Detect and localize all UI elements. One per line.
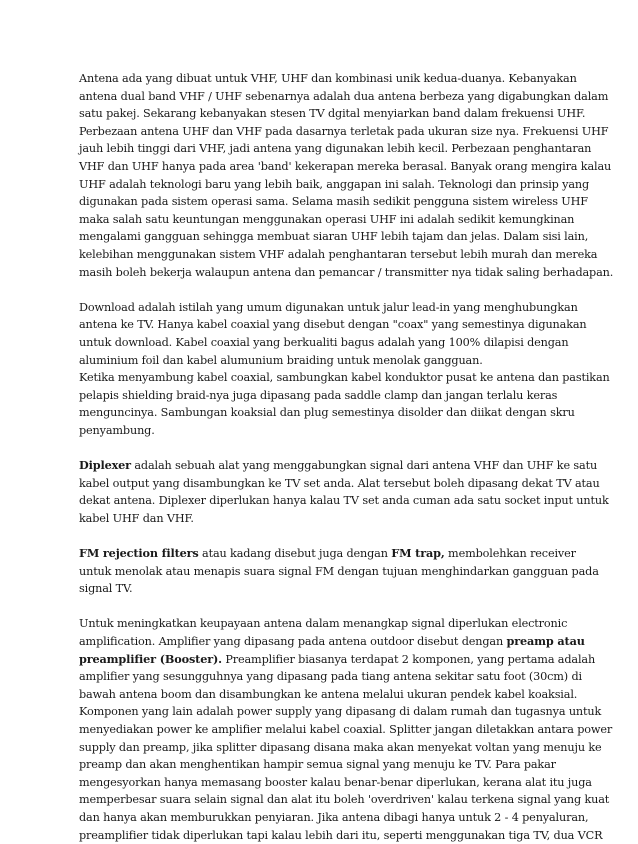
text-segment: signal TV. [79, 582, 133, 596]
text-line [79, 827, 603, 844]
text-segment: memperbesar suara selain signal dan alat itu boleh 'overdriven' kalau terkena signal yang kuat [79, 793, 610, 807]
bold-term: Diplexer [79, 458, 131, 473]
text-segment: preamp dan akan menghentikan hampir semua signal yang menuju ke TV. Para pakar [79, 758, 556, 772]
text-segment: menguncinya. Sambungan koaksial dan plug semestinya disolder dan diikat dengan skru [79, 406, 575, 420]
text-line [79, 580, 578, 598]
text-line [79, 422, 578, 440]
paragraph [79, 615, 613, 844]
bold-term: FM trap, [391, 546, 445, 561]
text-line [79, 475, 600, 493]
text-segment: jauh lebih tinggi dari VHF, jadi antena yang digunakan lebih kecil. Perbezaan penghantaran [79, 142, 592, 156]
text-segment: dan hanya akan memburukkan penyiaran. Jika antena dibagi hanya untuk 2 - 4 penyaluran, [79, 810, 589, 824]
text-segment: amplifier yang sesungguhnya yang dipasang pada tiang antena sekitar satu foot (30cm) di [79, 670, 582, 684]
text-line [79, 352, 578, 370]
text-line [79, 615, 578, 633]
text-segment: Perbezaan antena UHF dan VHF pada dasarnya terletak pada ukuran size nya. Frekuensi UHF [79, 124, 609, 138]
text-line [79, 809, 589, 827]
text-line [79, 703, 602, 721]
text-segment: dekat antena. Diplexer diperlukan hanya kalau TV set anda cuman ada satu socket input untuk [79, 494, 609, 508]
text-segment: digunakan pada sistem operasi sama. Selama masih sedikit pengguna sistem wireless UHF [79, 195, 588, 209]
text-line [79, 387, 578, 405]
text-segment: Download adalah istilah yang umum digunakan untuk jalur lead-in yang menghubungkan [79, 300, 578, 314]
text-segment: preamplifier tidak diperlukan tapi kalau lebih dari itu, seperti menggunakan tiga TV, dua VCR [79, 828, 603, 842]
text-segment: Antena ada yang dibuat untuk VHF, UHF dan kombinasi unik kedua-duanya. Kebanyakan [79, 72, 577, 85]
bold-term: FM rejection filters [79, 546, 199, 561]
text-segment: kabel UHF dan VHF. [79, 511, 194, 525]
text-segment: pelapis shielding braid-nya juga dipasang pada saddle clamp dan jangan terlalu keras [79, 388, 558, 402]
paragraph [79, 457, 609, 527]
text-segment: Ketika menyambung kabel coaxial, sambungkan kabel konduktor pusat ke antena dan pastikan [79, 371, 610, 385]
text-line [79, 88, 609, 106]
text-segment: supply dan preamp, jika splitter dipasang disana maka akan menyekat voltan yang menuju ke [79, 740, 602, 754]
text-line [79, 404, 578, 422]
text-line [79, 721, 613, 739]
text-segment: menyediakan power ke amplifier melalui kabel coaxial. Splitter jangan diletakkan antara power [79, 722, 613, 736]
text-segment: Untuk meningkatkan keupayaan antena dalam menangkap signal diperlukan electronic [79, 617, 568, 631]
text-line [79, 457, 598, 475]
text-line [79, 158, 612, 176]
text-segment: untuk menolak atau menapis suara signal FM dengan tujuan menghindarkan gangguan pada [79, 564, 599, 578]
paragraph [79, 299, 610, 440]
text-segment: bawah antena boom dan disambungkan ke antena melalui ukuran pendek kabel koaksial. [79, 687, 578, 701]
text-segment: amplification. Amplifier yang dipasang pada antena outdoor disebut dengan [79, 635, 507, 648]
text-line [79, 791, 610, 809]
text-line [79, 756, 578, 774]
paragraph [79, 70, 614, 281]
text-segment: untuk download. Kabel coaxial yang berkualiti bagus adalah yang 100% dilapisi dengan [79, 335, 569, 349]
bold-term: preamp atau [506, 634, 585, 648]
text-line [79, 563, 599, 581]
text-segment: maka salah satu keuntungan menggunakan operasi UHF ini adalah sedikit kemungkinan [79, 212, 575, 226]
text-segment: VHF dan UHF hanya pada area 'band' kekerapan mereka berasal. Banyak orang mengira kalau [79, 159, 612, 173]
text-line [79, 739, 602, 757]
text-line [79, 264, 614, 282]
text-segment: penyambung. [79, 423, 155, 437]
paragraph [79, 545, 599, 598]
text-segment: antena ke TV. Hanya kabel coaxial yang disebut dengan "coax" yang semestinya digunakan [79, 318, 587, 332]
text-line [79, 228, 589, 246]
text-line [79, 193, 588, 211]
text-line [79, 140, 592, 158]
text-segment: antena dual band VHF / UHF sebenarnya adalah dua antena berbeza yang digabungkan dalam [79, 89, 609, 103]
text-line [79, 334, 578, 352]
text-line [79, 492, 609, 510]
text-segment: kabel output yang disambungkan ke TV set anda. Alat tersebut boleh dipasang dekat TV atau [79, 476, 600, 490]
text-segment: Komponen yang lain adalah power supply yang dipasang di dalam rumah dan tugasnya untuk [79, 705, 602, 719]
text-line [79, 686, 578, 704]
text-line [79, 176, 590, 194]
text-line [79, 316, 587, 334]
text-line [79, 668, 582, 686]
text-segment: adalah sebuah alat yang menggabungkan signal dari antena VHF dan UHF ke satu [130, 459, 598, 473]
text-line [79, 70, 578, 88]
text-line [79, 246, 598, 264]
text-segment: kelebihan menggunakan sistem VHF adalah penghantaran tersebut lebih murah dan mereka [79, 247, 598, 261]
text-line [79, 633, 585, 651]
text-segment: Preamplifier biasanya terdapat 2 komponen, yang pertama adalah [221, 652, 596, 666]
text-line [79, 369, 610, 387]
text-segment: mengalami gangguan sehingga membuat siaran UHF lebih tajam dan jelas. Dalam sisi lain, [79, 230, 589, 244]
text-segment: aluminium foil dan kabel alumunium braiding untuk menolak gangguan. [79, 353, 483, 367]
text-segment: masih boleh bekerja walaupun antena dan pemancar / transmitter nya tidak saling berhadapan. [79, 265, 614, 279]
text-segment: satu pakej. Sekarang kebanyakan stesen TV dgital menyiarkan band dalam frekuensi UHF. [79, 107, 586, 121]
text-line [79, 123, 609, 141]
bold-term: preamplifier (Booster). [79, 651, 222, 666]
text-line [79, 651, 596, 669]
text-segment: mengesyorkan hanya memasang booster kalau benar-benar diperlukan, kerana alat itu juga [79, 775, 592, 789]
text-line [79, 510, 578, 528]
text-line [79, 774, 592, 792]
text-segment: membolehkan receiver [444, 547, 576, 561]
text-segment: atau kadang disebut juga dengan [198, 547, 392, 561]
text-line [79, 545, 578, 563]
text-line [79, 211, 578, 229]
text-line [79, 299, 578, 317]
text-line [79, 105, 586, 123]
text-segment: UHF adalah teknologi baru yang lebih baik, anggapan ini salah. Teknologi dan prinsip yang [79, 177, 590, 191]
